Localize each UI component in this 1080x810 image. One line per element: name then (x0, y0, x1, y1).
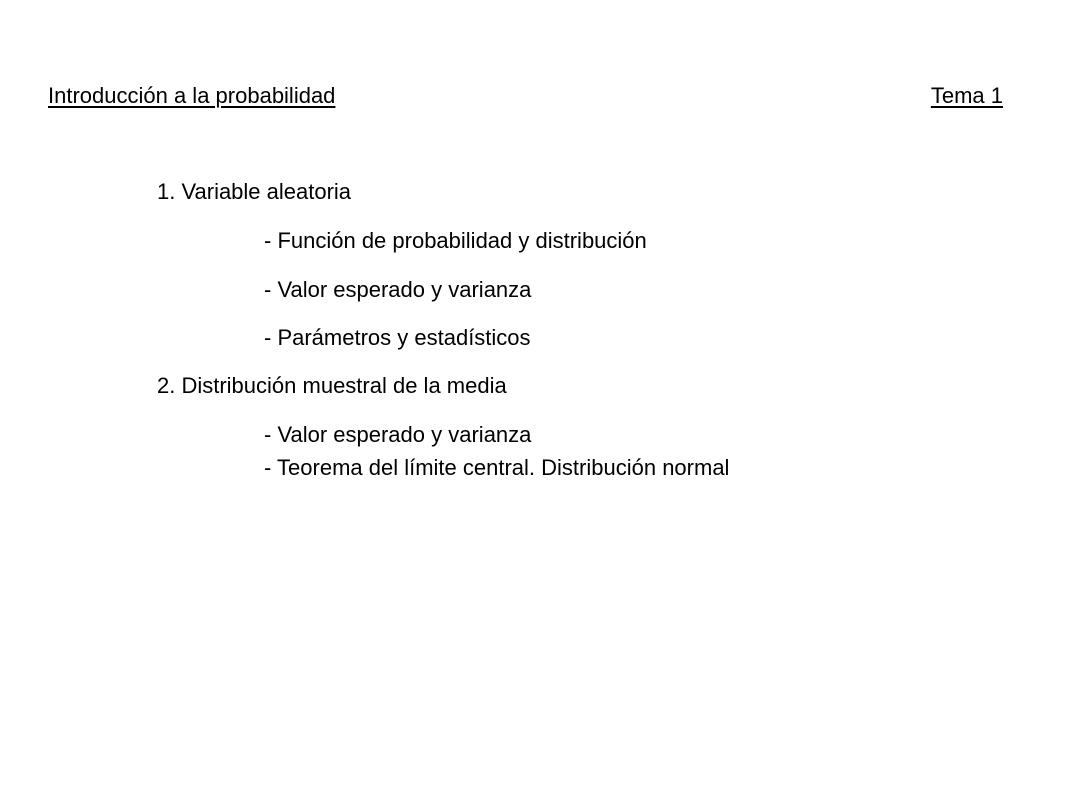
section-1-item: - Función de probabilidad y distribución (264, 228, 647, 253)
section-1-item: - Parámetros y estadísticos (264, 325, 531, 350)
topic-label: Tema 1 (930, 83, 1003, 108)
section-2-title: 2. Distribución muestral de la media (157, 373, 507, 398)
slide-title: Introducción a la probabilidad (48, 83, 336, 108)
section-1-item: - Valor esperado y varianza (264, 277, 532, 302)
section-1-title: 1. Variable aleatoria (157, 179, 352, 204)
section-2-item: - Valor esperado y varianza (264, 422, 532, 447)
section-2-item: - Teorema del límite central. Distribución normal (264, 455, 730, 480)
